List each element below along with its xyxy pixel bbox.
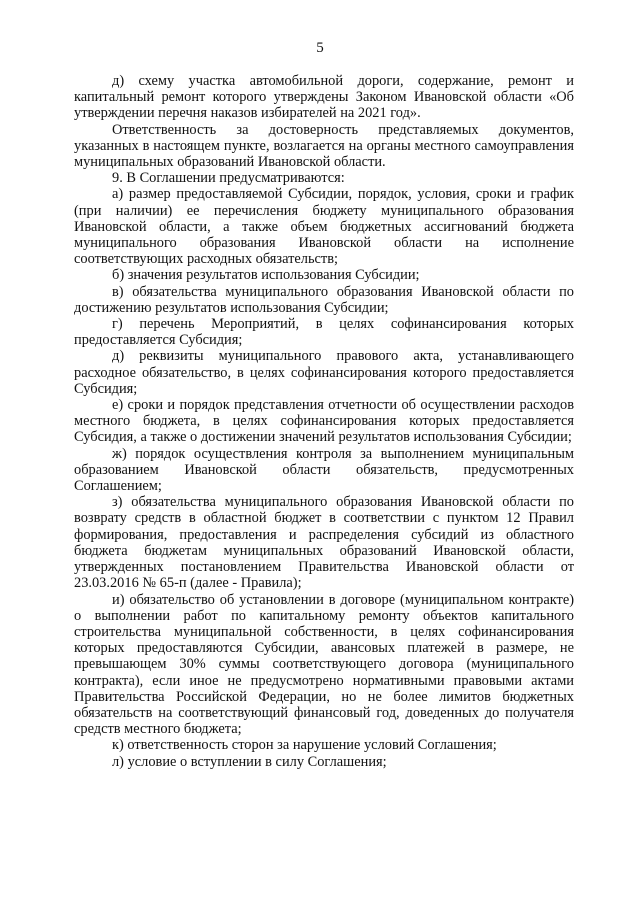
paragraph-responsibility: Ответственность за достоверность представляемых документов, указанных в настоящем пункте, возлагается на органы местного самоуправления муниципальных образований Ивановской области.	[74, 121, 574, 171]
paragraph-9-heading: 9. В Соглашении предусматриваются:	[112, 170, 345, 187]
paragraph-g-measures-list: г) перечень Мероприятий, в целях софинансирования которых предоставляется Субсидия;	[74, 316, 574, 349]
page-number: 5	[316, 40, 324, 56]
paragraph-v-obligations: в) обязательства муниципального образования Ивановской области по достижению результатов использования Субсидии;	[74, 283, 574, 316]
paragraph-d-legal-act-details: д) реквизиты муниципального правового акта, устанавливающего расходное обязательство, в целях софинансирования которого предоставляется Субсидия;	[74, 348, 574, 397]
paragraph-d-road-scheme: д) схему участка автомобильной дороги, содержание, ремонт и капитальный ремонт которого утверждены Законом Ивановской области «Об утверждении перечня наказов избирателей на 2021 год».	[74, 73, 574, 122]
paragraph-l-entry-into-force: л) условие о вступлении в силу Соглашения;	[112, 753, 387, 770]
paragraph-b-result-values: б) значения результатов использования Субсидии;	[112, 267, 420, 284]
document-body	[74, 73, 574, 770]
paragraph-a-subsidy-size: а) размер предоставляемой Субсидии, порядок, условия, сроки и график (при наличии) ее перечисления бюджету муниципального образования Ивановской области, а также объем бюджетных ассигнований бюджета муниципального образования Ивановской области на исполнение соответствующих расходных обязательств;	[74, 186, 574, 268]
paragraph-i-advance-payments: и) обязательство об установлении в договоре (муниципальном контракте) о выполнении работ по капитальному ремонту объектов капитального строительства муниципальной собственности, в целях софинансирования которых предоставляются Субсидии, авансовых платежей в размере, не превышающем 30% суммы соответствующего договора (муниципального контракта), если иное не предусмотрено нормативными правовыми актами Правительства Российской Федерации, но не более лимитов бюджетных обязательств на соответствующий финансовый год, доведенных до получателя средств местного бюджета;	[74, 591, 574, 738]
paragraph-e-reporting: е) сроки и порядок представления отчетности об осуществлении расходов местного бюджета, в целях софинансирования которых предоставляется Субсидия, а также о достижении значений результатов использования Субсидии;	[74, 397, 574, 446]
paragraph-z-refund: з) обязательства муниципального образования Ивановской области по возврату средств в областной бюджет в соответствии с пунктом 12 Правил формирования, предоставления и распределения субсидий из областного бюджета бюджетам муниципальных образований Ивановской области, утвержденных постановлением Правительства Ивановской области от 23.03.2016 № 65-п (далее - Правила);	[74, 494, 574, 592]
paragraph-zh-control: ж) порядок осуществления контроля за выполнением муниципальным образованием Ивановской области обязательств, предусмотренных Соглашением;	[74, 445, 574, 495]
paragraph-k-liability: к) ответственность сторон за нарушение условий Соглашения;	[112, 737, 497, 754]
